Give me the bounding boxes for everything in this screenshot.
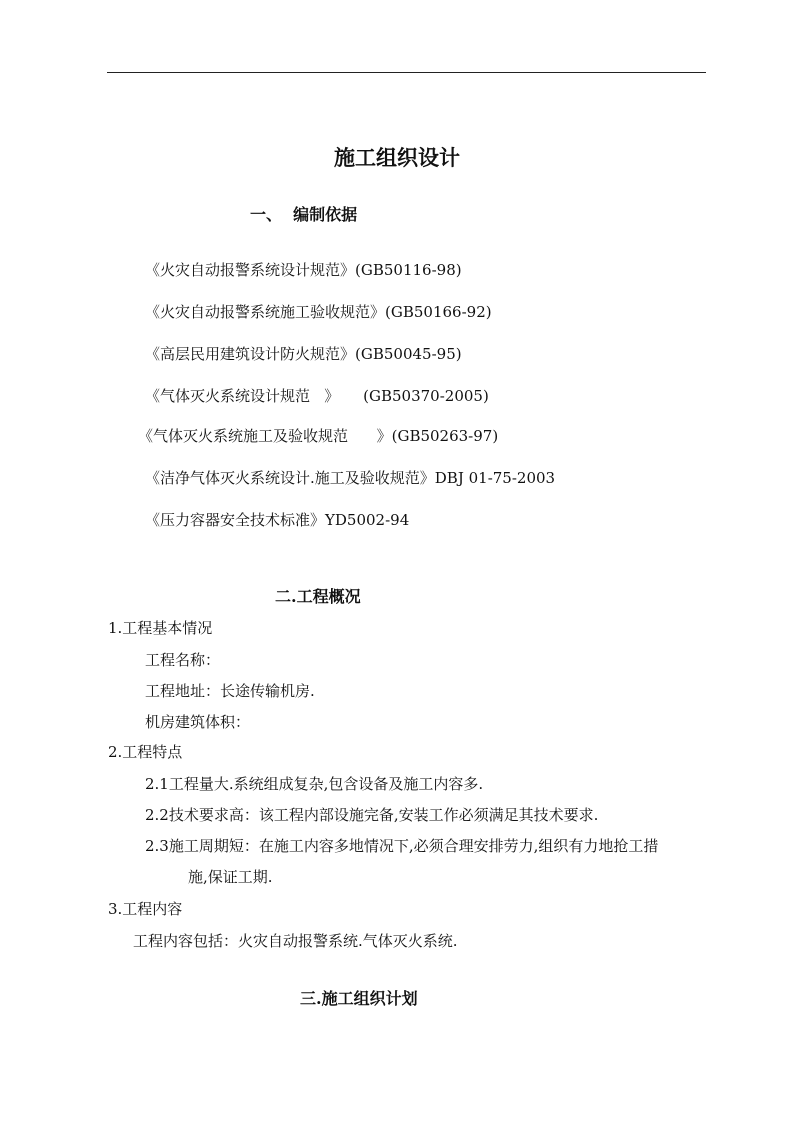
reference-item: 《压力容器安全技术标准》YD5002-94 [145, 511, 410, 529]
reference-item: 《气体灭火系统设计规范 》 (GB50370-2005) [145, 387, 489, 405]
header-rule [107, 72, 706, 73]
feature-item: 2.3施工周期短：在施工内容多地情况下,必须合理安排劳力,组织有力地抢工措 [145, 837, 659, 855]
page-title: 施工组织设计 [334, 145, 460, 170]
reference-item: 《火灾自动报警系统设计规范》(GB50116-98) [145, 261, 462, 279]
reference-item: 《高层民用建筑设计防火规范》(GB50045-95) [145, 345, 462, 363]
project-name: 工程名称： [145, 651, 221, 669]
reference-item: 《火灾自动报警系统施工验收规范》(GB50166-92) [145, 303, 492, 321]
subsection-content: 3.工程内容 [108, 900, 183, 918]
subsection-features: 2.工程特点 [108, 743, 183, 761]
feature-item-continuation: 施,保证工期. [188, 868, 273, 886]
section-2-heading: 二.工程概况 [275, 587, 361, 606]
feature-item: 2.2技术要求高：该工程内部设施完备,安装工作必须满足其技术要求. [145, 806, 599, 824]
section-3-heading: 三.施工组织计划 [300, 989, 418, 1008]
building-volume: 机房建筑体积： [145, 713, 251, 731]
feature-item: 2.1工程量大.系统组成复杂,包含设备及施工内容多. [145, 775, 484, 793]
project-address: 工程地址：长途传输机房. [145, 682, 315, 700]
project-content: 工程内容包括：火灾自动报警系统.气体灭火系统. [133, 932, 458, 950]
section-1-heading: 一、 编制依据 [250, 205, 358, 224]
reference-item: 《洁净气体灭火系统设计.施工及验收规范》DBJ 01-75-2003 [145, 469, 556, 487]
reference-item: 《气体灭火系统施工及验收规范 》(GB50263-97) [138, 427, 499, 445]
subsection-basic-info: 1.工程基本情况 [108, 619, 213, 637]
